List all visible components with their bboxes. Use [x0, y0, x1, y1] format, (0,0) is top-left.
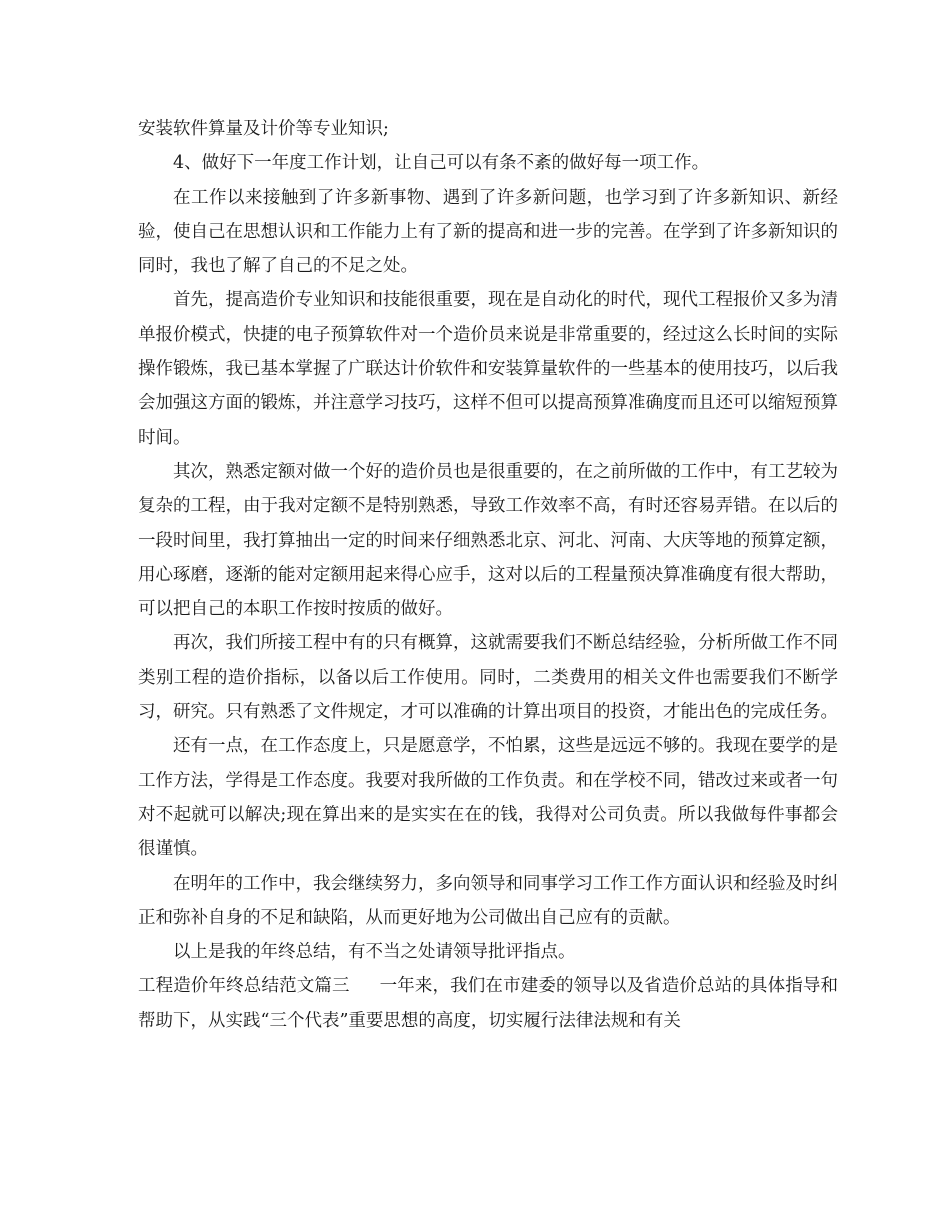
section-text: 一年来，我们在市建委的领导以及省造价总站的具体指导和帮助下，从实践“三个代表”重要思想的高度，切实履行法律法规和有关 [138, 976, 839, 1031]
paragraph-3: 在工作以来接触到了许多新事物、遇到了许多新问题，也学习到了许多新知识、新经验，使自己在思想认识和工作能力上有了新的提高和进一步的完善。在学到了许多新知识的同时，我也了解了自己的不足之处。 [138, 187, 838, 277]
paragraph-4: 首先，提高造价专业知识和技能很重要，现在是自动化的时代，现代工程报价又多为清单报价模式，快捷的电子预算软件对一个造价员来说是非常重要的，经过这么长时间的实际操作锻炼，我已基本掌握了广联达计价软件和安装算量软件的一些基本的使用技巧，以后我会加强这方面的锻炼，并注意学习技巧，这样不但可以提高预算准确度而且还可以缩短预算时间。 [138, 290, 838, 448]
paragraph-2: 4、做好下一年度工作计划，让自己可以有条不紊的做好每一项工作。 [173, 153, 710, 174]
paragraph-9: 以上是我的年终总结，有不当之处请领导批评指点。 [173, 942, 576, 963]
paragraph-8: 在明年的工作中，我会继续努力，多向领导和同事学习工作工作方面认识和经验及时纠正和弥补自身的不足和缺陷，从而更好地为公司做出自己应有的贡献。 [138, 873, 838, 928]
paragraph-5: 其次，熟悉定额对做一个好的造价员也是很重要的，在之前所做的工作中，有工艺较为复杂的工程，由于我对定额不是特别熟悉，导致工作效率不高，有时还容易弄错。在以后的一段时间里，我打算抽出一定的时间来仔细熟悉北京、河北、河南、大庆等地的预算定额，用心琢磨，逐渐的能对定额用起来得心应手，这对以后的工程量预决算准确度有很大帮助，可以把自己的本职工作按时按质的做好。 [138, 461, 838, 620]
document-body [138, 112, 838, 1038]
paragraph-1: 安装软件算量及计价等专业知识; [138, 119, 389, 139]
paragraph-6: 再次，我们所接工程中有的只有概算，这就需要我们不断总结经验，分析所做工作不同类别工程的造价指标，以备以后工作使用。同时，二类费用的相关文件也需要我们不断学习，研究。只有熟悉了文件规定，才可以准确的计算出项目的投资，才能出色的完成任务。 [138, 633, 838, 723]
section-paragraph [138, 969, 838, 1038]
section-heading: 工程造价年终总结范文篇三 [138, 976, 350, 997]
paragraph-7: 还有一点，在工作态度上，只是愿意学，不怕累，这些是远远不够的。我现在要学的是工作方法，学得是工作态度。我要对我所做的工作负责。和在学校不同，错改过来或者一句对不起就可以解决;现在算出来的是实实在在的钱，我得对公司负责。所以我做每件事都会很谨慎。 [138, 736, 838, 860]
